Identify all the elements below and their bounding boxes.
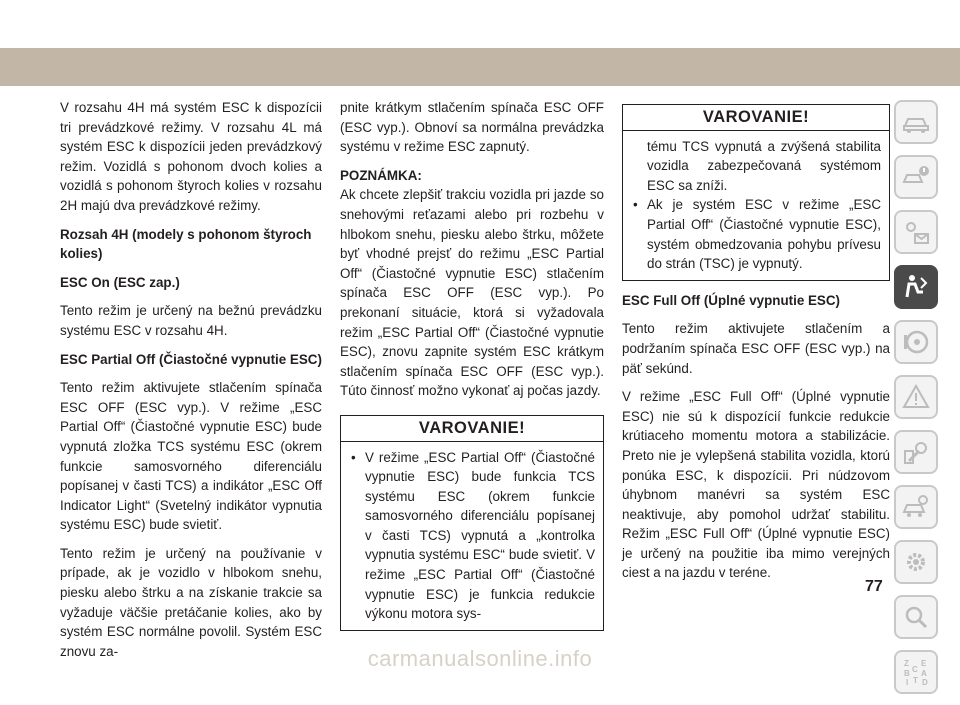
- safety-seatbelt-icon[interactable]: [894, 265, 938, 309]
- index-letter: E: [921, 659, 927, 668]
- paragraph: Tento režim je určený na bežnú prevádzku systému ESC v rozsahu 4H.: [60, 303, 322, 338]
- index-letter: B: [904, 669, 910, 678]
- car-info-icon[interactable]: [894, 100, 938, 144]
- chapter-tabs-sidebar: [894, 100, 938, 705]
- index-letter: D: [922, 678, 928, 687]
- subsection-heading: ESC On (ESC zap.): [60, 274, 180, 290]
- index-letter: A: [921, 669, 927, 678]
- index-letter: T: [913, 676, 918, 685]
- warning-triangle-icon[interactable]: [894, 375, 938, 419]
- paragraph: pnite krátkym stlačením spínača ESC OFF (ESC vyp.). Obnoví sa normálna prevádzka systému v režime ESC zapnutý.: [340, 100, 604, 155]
- warning-item: • Ak je systém ESC v režime „ESC Partial Off“ (Čiastočné vypnutie ESC), systém obmedzovania pohybu prívesu do strán (TSC) je vypnutý.: [633, 195, 881, 273]
- index-letter: Z: [904, 659, 909, 668]
- paragraph: Tento režim je určený na používanie v prípade, ak je vozidlo v hlbokom snehu, piesku alebo štrku a na získanie trakcie sa vyžaduje väčšie pretáčanie kolies, ako by systém ESC normálne povolil. Systém ESC znovu za-: [60, 545, 322, 659]
- text-column-left: [60, 98, 322, 670]
- warning-item: • V režime „ESC Partial Off“ (Čiastočné vypnutie ESC) bude funkcia TCS systému ESC (okrem funkcie samosvorného diferenciálu popísanej v časti TCS) vypnutá a „kontrolka vypnutia systému ESC“ bude svietiť. V režime „ESC Partial Off“ (Čiastočné vypnutie ESC) je funkcia redukcie výkonu motora sys-: [351, 448, 595, 624]
- index-letter: I: [906, 678, 909, 687]
- paragraph: V rozsahu 4H má systém ESC k dispozícii tri prevádzkové režimy. V rozsahu 4L má systém ESC k dispozícii jeden prevádzkový režim. Vozidlá s pohonom dvoch kolies a vozidlá s pohonom štyroch kolies v rozsahu 2H majú dva prevádzkové režimy.: [60, 100, 322, 213]
- warning-box-continued: [622, 104, 890, 281]
- note-title: POZNÁMKA:: [340, 167, 422, 183]
- warning-item-continued: tému TCS vypnutá a zvýšená stabilita vozidla zabezpečovaná systémom ESC sa zníži.: [647, 138, 881, 193]
- index-letter: C: [912, 665, 918, 674]
- warning-list: [623, 131, 889, 280]
- car-specs-icon[interactable]: [894, 485, 938, 529]
- gear-settings-icon[interactable]: [894, 540, 938, 584]
- text-column-right: [622, 98, 890, 592]
- watermark-text: carmanualsonline.info: [367, 646, 593, 671]
- subsection-heading: ESC Partial Off (Čiastočné vypnutie ESC): [60, 351, 322, 367]
- text-column-middle: [340, 98, 604, 631]
- paragraph: V režime „ESC Full Off“ (Úplné vypnutie ESC) nie sú k dispozícií funkcie redukcie krútiaceho momentu motora a stabilizácie. Preto nie je vylepšená stabilita vozidla, ktorú ponúka ESC, k dispozícii. Pri núdzovom úhybnom manévri sa systém ESC neaktivuje, aby pomohol udržať stabilitu. Režim „ESC Full Off“ (Úplné vypnutie ESC) je určený na použitie iba mimo verejných ciest a na jazdu v teréne.: [622, 389, 890, 581]
- top-color-band: [0, 48, 960, 86]
- section-heading: Rozsah 4H (modely s pohonom štyroch kolies): [60, 226, 312, 262]
- warning-title: VAROVANIE!: [341, 416, 603, 442]
- note-text: Ak chcete zlepšiť trakciu vozidla pri jazde so snehovými reťazami alebo pri rozbehu v hlbokom snehu, piesku alebo štrku, môžete byť vhodné prejsť do režimu „ESC Partial Off“ (Čiastočné vypnutie ESC) stlačením spínača ESC OFF (ESC vyp.). Po prekonaní situácie, ktorá si vyžadovala režim „ESC Partial Off“ (Čiastočné vypnutie ESC), znovu zapnite systém ESC krátkym stlačením spínača ESC OFF (ESC vyp.). Túto činnosť možno vykonať aj počas jazdy.: [340, 187, 604, 399]
- subsection-heading: ESC Full Off (Úplné vypnutie ESC): [622, 292, 840, 308]
- warning-title: VAROVANIE!: [623, 105, 889, 131]
- warning-list: [341, 442, 603, 630]
- paragraph: Tento režim aktivujete stlačením a podržaním spínača ESC OFF (ESC vyp.) na päť sekúnd.: [622, 321, 890, 376]
- warning-box: [340, 415, 604, 631]
- search-magnifier-icon[interactable]: [894, 595, 938, 639]
- paragraph: Tento režim aktivujete stlačením spínača ESC OFF (ESC vyp.). V režime „ESC Partial Off“ (Čiastočné vypnutie ESC) bude vypnutá zložka TCS systému ESC (okrem funkcie samosvorného diferenciálu popísanej v časti TCS) a indikátor „ESC Off Indicator Light“ (Svetelný indikátor vypnutia systému ESC) bude svietiť.: [60, 380, 322, 533]
- steering-wheel-icon[interactable]: [894, 320, 938, 364]
- page-number: 77: [865, 578, 883, 595]
- wrench-service-icon[interactable]: [894, 430, 938, 474]
- lights-message-icon[interactable]: [894, 210, 938, 254]
- car-alert-icon[interactable]: [894, 155, 938, 199]
